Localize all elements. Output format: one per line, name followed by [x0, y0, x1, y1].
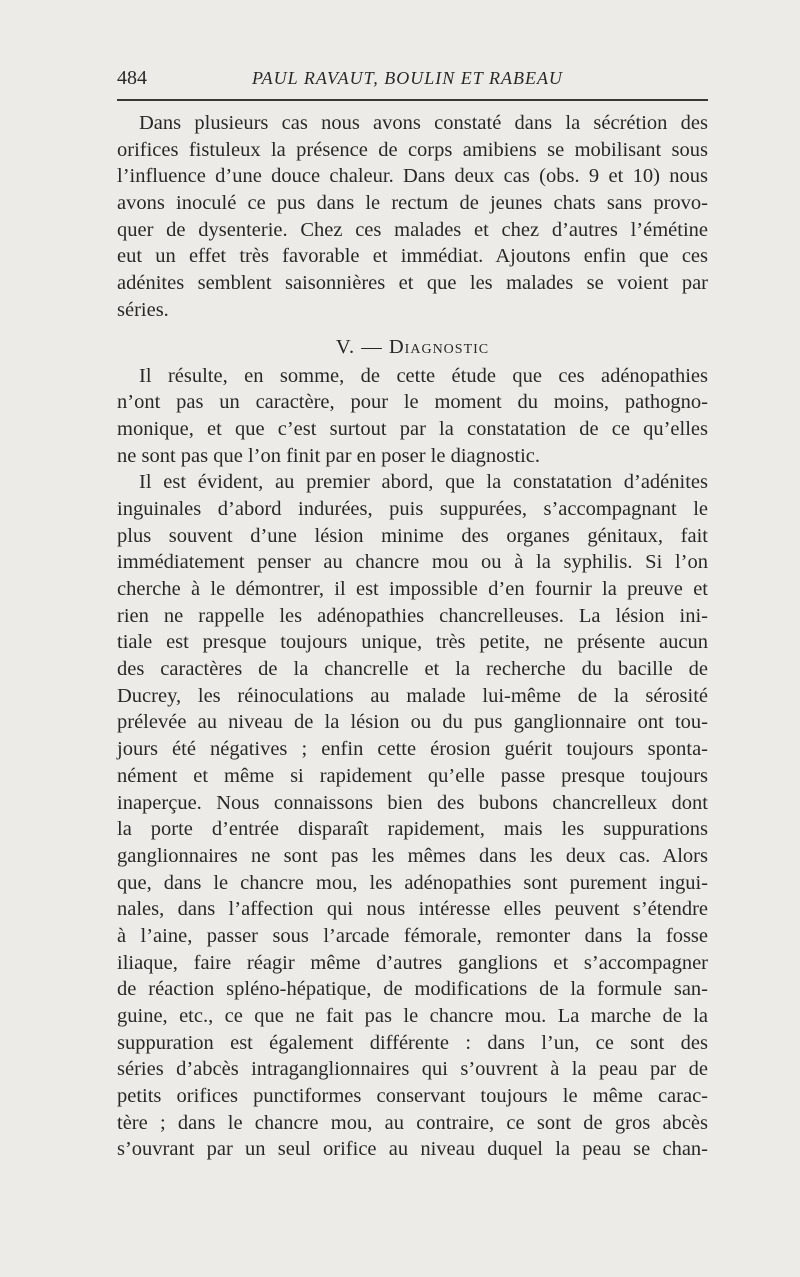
text-line: que, dans le chancre mou, les adénopathies sont purement ingui-	[117, 871, 708, 894]
text-line: adénites semblent saisonnières et que les malades se voient par	[117, 272, 708, 295]
text-line: Il est évident, au premier abord, que la constatation d’adénites	[139, 471, 708, 494]
text-line: inaperçue. Nous connaissons bien des bubons chancrelleux dont	[117, 791, 708, 814]
text-line: tère ; dans le chancre mou, au contraire, ce sont de gros abcès	[117, 1111, 708, 1134]
running-title: PAUL RAVAUT, BOULIN ET RABEAU	[252, 68, 563, 88]
text-line: guine, etc., ce que ne fait pas le chancre mou. La marche de la	[117, 1005, 708, 1027]
text-line: Dans plusieurs cas nous avons constaté dans la sécrétion des	[139, 112, 708, 134]
text-line: à l’aine, passer sous l’arcade fémorale, remonter dans la fosse	[117, 924, 708, 947]
text-line: nément et même si rapidement qu’elle passe presque toujours	[117, 764, 708, 787]
text-line: immédiatement penser au chancre mou ou à la syphilis. Si l’on	[117, 551, 708, 574]
text-line: prélevée au niveau de la lésion ou du pus ganglionnaire ont tou-	[117, 711, 708, 734]
section-heading: V. — Diagnostic	[335, 335, 490, 358]
text-line: suppuration est également différente : dans l’un, ce sont des	[117, 1031, 708, 1054]
text-line: avons inoculé ce pus dans le rectum de jeunes chats sans provo-	[117, 192, 708, 215]
text-line: monique, et que c’est surtout par la constatation de ce qu’elles	[117, 417, 708, 440]
text-line: de réaction spléno-hépatique, de modifications de la formule san-	[117, 978, 708, 1001]
running-header	[117, 66, 708, 90]
paragraph-1	[117, 110, 708, 324]
text-line: ganglionnaires ne sont pas les mêmes dans les deux cas. Alors	[117, 844, 708, 867]
text-line: des caractères de la chancrelle et la recherche du bacille de	[117, 658, 708, 681]
text-line: orifices fistuleux la présence de corps amibiens se mobilisant sous	[117, 138, 708, 161]
text-line: Ducrey, les réinoculations au malade lui-même de la sérosité	[117, 684, 708, 707]
text-line: cherche à le démontrer, il est impossible d’en fournir la preuve et	[117, 578, 708, 600]
text-line: la porte d’entrée disparaît rapidement, mais les suppurations	[117, 818, 708, 841]
text-line: ne sont pas que l’on finit par en poser le diagnostic.	[117, 444, 540, 467]
text-line: nales, dans l’affection qui nous intéresse elles peuvent s’étendre	[117, 898, 708, 921]
text-line: quer de dysenterie. Chez ces malades et chez d’autres l’émétine	[117, 218, 708, 241]
text-line: Il résulte, en somme, de cette étude que ces adénopathies	[139, 364, 708, 387]
text-line: rien ne rappelle les adénopathies chancrelleuses. La lésion ini-	[117, 604, 708, 627]
text-line: l’influence d’une douce chaleur. Dans deux cas (obs. 9 et 10) nous	[117, 165, 708, 188]
header-rule	[117, 99, 708, 101]
paragraph-2	[117, 363, 708, 470]
page-number: 484	[117, 67, 147, 89]
text-line: petits orifices punctiformes conservant toujours le même carac-	[117, 1085, 708, 1108]
text-line: séries.	[117, 298, 169, 321]
text-line: n’ont pas un caractère, pour le moment du moins, pathogno-	[117, 391, 708, 414]
text-line: inguinales d’abord indurées, puis suppurées, s’accompagnant le	[117, 497, 708, 520]
paragraph-3	[117, 469, 708, 1163]
text-line: jours été négatives ; enfin cette érosion guérit toujours sponta-	[117, 738, 708, 761]
text-line: plus souvent d’une lésion minime des organes génitaux, fait	[117, 524, 708, 547]
text-line: s’ouvrant par un seul orifice au niveau duquel la peau se chan-	[117, 1138, 708, 1161]
text-line: iliaque, faire réagir même d’autres ganglions et s’accompagner	[117, 951, 708, 974]
text-line: eut un effet très favorable et immédiat. Ajoutons enfin que ces	[117, 245, 708, 268]
body-text	[117, 110, 708, 1163]
text-line: séries d’abcès intraganglionnaires qui s’ouvrent à la peau par de	[117, 1058, 708, 1081]
text-line: tiale est presque toujours unique, très petite, ne présente aucun	[117, 631, 708, 654]
